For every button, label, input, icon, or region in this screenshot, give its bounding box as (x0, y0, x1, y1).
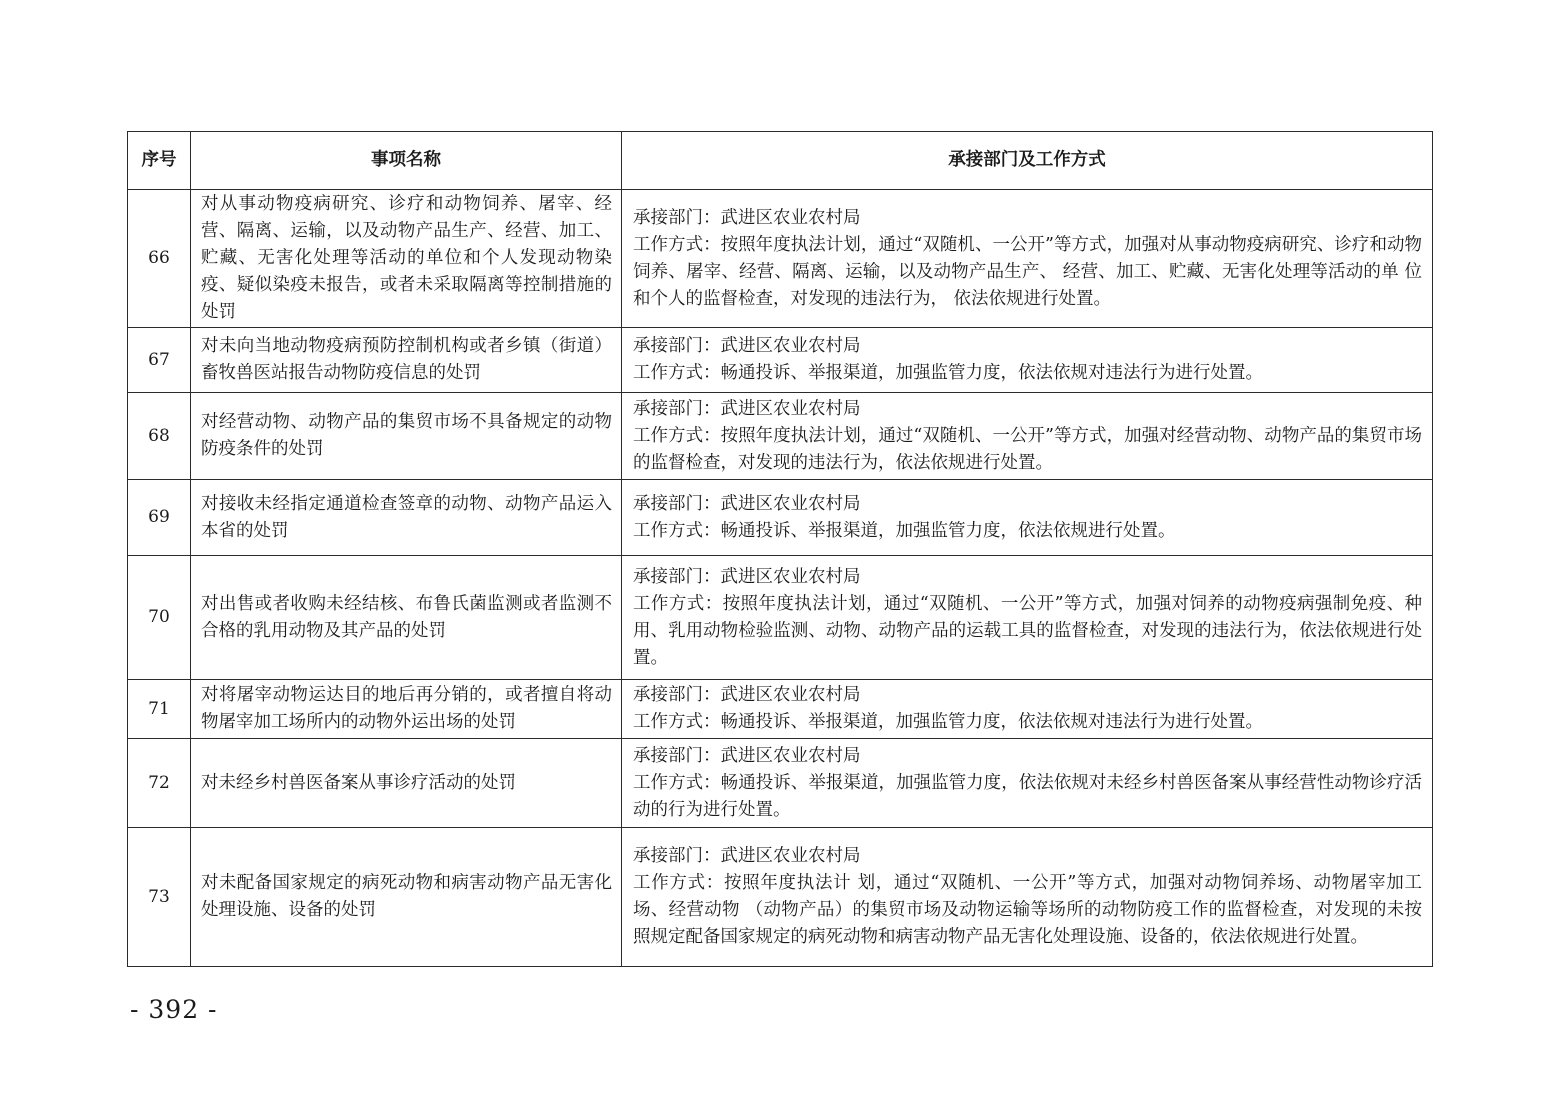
work-method-text: 工作方式：按照年度执法计划，通过“双随机、一公开”等方式，加强对从事动物疫病研究、诊疗和动物饲养、屠宰、经营、隔离、运输，以及动物产品生产、 经营、加工、贮藏、无害化处理等活动的单 位和个人的监督检查，对发现的违法行为， 依法依规进行处置。 (633, 234, 1422, 309)
table-row (128, 739, 1433, 828)
work-method-text: 工作方式：畅通投诉、举报渠道，加强监管力度，依法依规对未经乡村兽医备案从事经营性动物诊疗活动的行为进行处置。 (633, 772, 1422, 820)
work-method-text: 工作方式：畅通投诉、举报渠道，加强监管力度，依法依规对违法行为进行处置。 (633, 363, 1263, 383)
work-method-text: 工作方式：畅通投诉、举报渠道，加强监管力度，依法依规进行处置。 (633, 520, 1176, 541)
item-table (127, 131, 1433, 967)
department-text: 承接部门：武进区农业农村局 (633, 336, 861, 356)
department-cell (622, 480, 1433, 556)
department-cell (622, 556, 1433, 680)
department-cell (622, 328, 1433, 393)
header-department-and-method: 承接部门及工作方式 (622, 132, 1433, 190)
table-row (128, 480, 1433, 556)
item-name: 对未向当地动物疫病预防控制机构或者乡镇（街道）畜牧兽医站报告动物防疫信息的处罚 (191, 328, 622, 393)
department-cell (622, 739, 1433, 828)
item-name: 对接收未经指定通道检查签章的动物、动物产品运入本省的处罚 (191, 480, 622, 556)
header-serial-number: 序号 (128, 132, 191, 190)
row-number: 69 (128, 480, 191, 556)
row-number: 66 (128, 190, 191, 328)
page-number: - 392 - (130, 995, 218, 1024)
department-cell (622, 190, 1433, 328)
table-row (128, 828, 1433, 967)
row-number: 67 (128, 328, 191, 393)
department-cell (622, 828, 1433, 967)
item-name: 对将屠宰动物运达目的地后再分销的，或者擅自将动物屠宰加工场所内的动物外运出场的处罚 (191, 680, 622, 739)
table-row (128, 393, 1433, 480)
row-number: 70 (128, 556, 191, 680)
department-text: 承接部门：武进区农业农村局 (633, 566, 861, 587)
work-method-text: 工作方式：按照年度执法计划，通过“双随机、一公开”等方式，加强对经营动物、动物产品的集贸市场的监督检查，对发现的违法行为，依法依规进行处置。 (633, 425, 1422, 473)
item-name: 对从事动物疫病研究、诊疗和动物饲养、屠宰、经营、隔离、运输，以及动物产品生产、经营、加工、贮藏、无害化处理等活动的单位和个人发现动物染疫、疑似染疫未报告，或者未采取隔离等控制措施的处罚 (191, 190, 622, 328)
table-row (128, 556, 1433, 680)
department-text: 承接部门：武进区农业农村局 (633, 493, 861, 514)
row-number: 72 (128, 739, 191, 828)
item-name: 对未配备国家规定的病死动物和病害动物产品无害化处理设施、设备的处罚 (191, 828, 622, 967)
item-name: 对未经乡村兽医备案从事诊疗活动的处罚 (191, 739, 622, 828)
item-name: 对经营动物、动物产品的集贸市场不具备规定的动物防疫条件的处罚 (191, 393, 622, 480)
row-number: 68 (128, 393, 191, 480)
work-method-text: 工作方式：按照年度执法计划，通过“双随机、一公开”等方式，加强对饲养的动物疫病强制免疫、种用、乳用动物检验监测、动物、动物产品的运载工具的监督检查，对发现的违法行为，依法依规进行处置。 (633, 593, 1422, 668)
table-row (128, 680, 1433, 739)
department-text: 承接部门：武进区农业农村局 (633, 846, 861, 866)
work-method-text: 工作方式：按照年度执法计 划，通过“双随机、一公开”等方式，加强对动物饲养场、动物屠宰加工场、经营动物 （动物产品）的集贸市场及动物运输等场所的动物防疫工作的监督检查，对发现的未按照规定配备国家规定的病死动物和病害动物产品无害化处理设施、设备的，依法依规进行处置。 (633, 873, 1422, 947)
work-method-text: 工作方式：畅通投诉、举报渠道，加强监管力度，依法依规对违法行为进行处置。 (633, 712, 1263, 732)
department-text: 承接部门：武进区农业农村局 (633, 207, 861, 228)
row-number: 73 (128, 828, 191, 967)
table-header-row (128, 132, 1433, 190)
department-text: 承接部门：武进区农业农村局 (633, 685, 861, 705)
department-text: 承接部门：武进区农业农村局 (633, 745, 861, 766)
header-item-name: 事项名称 (191, 132, 622, 190)
department-text: 承接部门：武进区农业农村局 (633, 398, 861, 419)
row-number: 71 (128, 680, 191, 739)
table-row (128, 190, 1433, 328)
department-cell (622, 680, 1433, 739)
table-row (128, 328, 1433, 393)
department-cell (622, 393, 1433, 480)
item-name: 对出售或者收购未经结核、布鲁氏菌监测或者监测不合格的乳用动物及其产品的处罚 (191, 556, 622, 680)
